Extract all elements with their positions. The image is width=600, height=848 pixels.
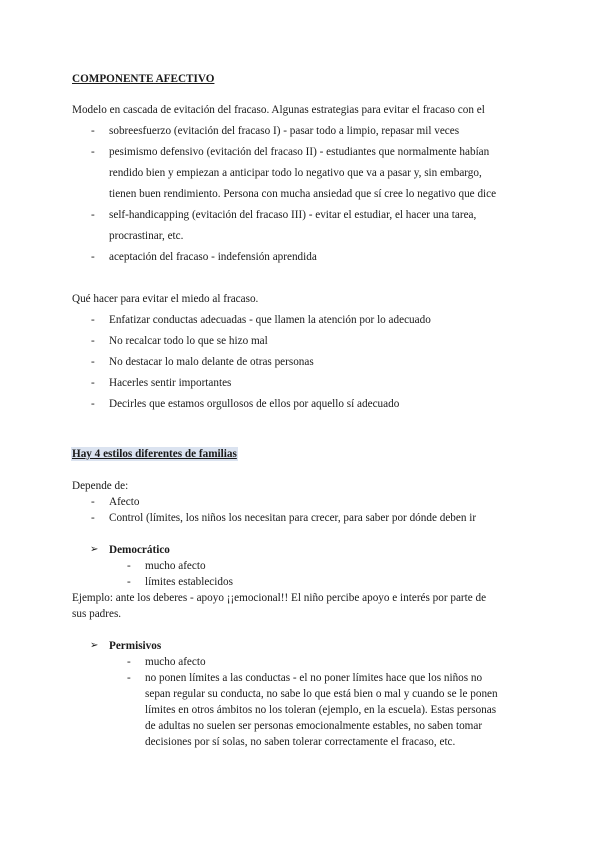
bullet-dash: -: [91, 125, 95, 137]
list-item: mucho afecto: [145, 560, 206, 572]
style-title-permisivos: Permisivos: [109, 640, 162, 652]
bullet-dash: -: [91, 251, 95, 263]
bullet-dash: -: [127, 672, 131, 684]
bullet-dash: -: [91, 398, 95, 410]
list-item: sobreesfuerzo (evitación del fracaso I) - pasar todo a limpio, repasar mil veces: [109, 125, 460, 137]
list-item-continuation: de adultas no suelen ser personas emocionalmente estables, no saben tomar: [145, 720, 483, 732]
arrow-bullet-icon: ➢: [90, 640, 99, 651]
section-heading-componente-afectivo: COMPONENTE AFECTIVO: [72, 73, 215, 85]
bullet-dash: -: [91, 496, 95, 508]
list-item: Decirles que estamos orgullosos de ellos por aquello sí adecuado: [109, 398, 400, 410]
arrow-bullet-icon: ➢: [90, 544, 99, 555]
bullet-dash: -: [91, 314, 95, 326]
bullet-dash: -: [91, 146, 95, 158]
bullet-dash: -: [91, 335, 95, 347]
bullet-dash: -: [127, 560, 131, 572]
list-item: pesimismo defensivo (evitación del fracaso II) - estudiantes que normalmente habían: [109, 146, 490, 158]
intro-paragraph: Modelo en cascada de evitación del fracaso. Algunas estrategias para evitar el fracaso con el: [72, 104, 485, 116]
list-item: Hacerles sentir importantes: [109, 377, 232, 389]
list-item: Enfatizar conductas adecuadas - que llamen la atención por lo adecuado: [109, 314, 431, 326]
list-item-continuation: tienen buen rendimiento. Persona con mucha ansiedad que sí cree lo negativo que dice: [109, 188, 497, 200]
fear-of-failure-intro: Qué hacer para evitar el miedo al fracaso.: [72, 293, 259, 305]
list-item-continuation: límites en otros ámbitos no los toleran (ejemplo, en la escuela). Estas personas: [145, 704, 497, 716]
bullet-dash: -: [91, 377, 95, 389]
list-item: Control (límites, los niños los necesitan para crecer, para saber por dónde deben ir: [109, 512, 477, 524]
list-item: No recalcar todo lo que se hizo mal: [109, 335, 268, 347]
style-title-democratico: Democrático: [109, 544, 170, 556]
list-item: no ponen límites a las conductas - el no poner límites hace que los niños no: [145, 672, 483, 684]
list-item: límites establecidos: [145, 576, 233, 588]
example-paragraph: Ejemplo: ante los deberes - apoyo ¡¡emocional!! El niño percibe apoyo e interés por parte de: [72, 592, 487, 604]
bullet-dash: -: [91, 209, 95, 221]
list-item-continuation: sepan regular su conducta, no sabe lo que está bien o mal y cuando se le ponen: [145, 688, 498, 700]
depends-label: Depende de:: [72, 480, 129, 492]
list-item-continuation: procrastinar, etc.: [109, 230, 184, 242]
bullet-dash: -: [91, 512, 95, 524]
list-item: Afecto: [109, 496, 140, 508]
bullet-dash: -: [127, 576, 131, 588]
list-item: aceptación del fracaso - indefensión aprendida: [109, 251, 317, 263]
list-item: mucho afecto: [145, 656, 206, 668]
bullet-dash: -: [91, 356, 95, 368]
bullet-dash: -: [127, 656, 131, 668]
list-item: No destacar lo malo delante de otras personas: [109, 356, 314, 368]
section-heading-family-styles: Hay 4 estilos diferentes de familias: [72, 448, 237, 460]
example-paragraph-continuation: sus padres.: [72, 608, 122, 620]
list-item: self-handicapping (evitación del fracaso III) - evitar el estudiar, el hacer una tarea,: [109, 209, 477, 221]
list-item-continuation: decisiones por sí solas, no saben tolerar correctamente el fracaso, etc.: [145, 736, 456, 748]
list-item-continuation: rendido bien y empiezan a anticipar todo lo negativo que va a pasar y, sin embargo,: [109, 167, 482, 179]
